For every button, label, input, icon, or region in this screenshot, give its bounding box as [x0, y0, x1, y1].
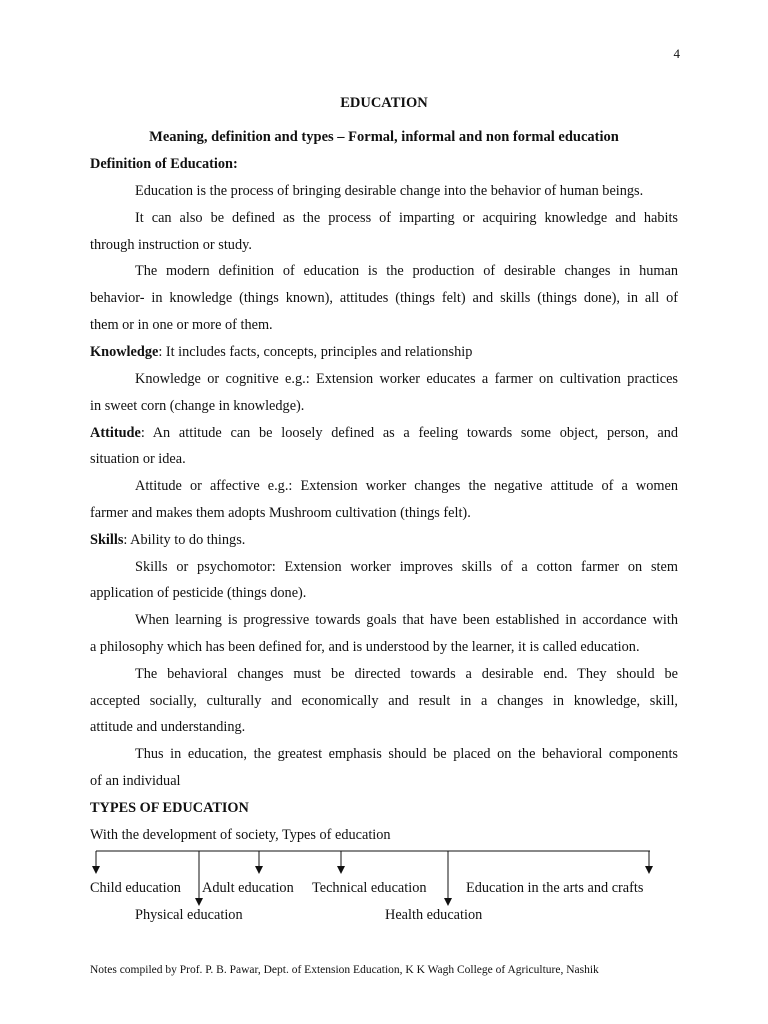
paragraph-5-line-3: attitude and understanding.: [90, 719, 246, 735]
paragraph-3-line-1: The modern definition of education is the production of desirable changes in human: [135, 263, 678, 279]
type-technical-education: Technical education: [312, 880, 427, 896]
paragraph-4-line-2: a philosophy which has been defined for, and is understood by the learner, it is called education.: [90, 639, 640, 655]
skills-example-line-2: application of pesticide (things done).: [90, 585, 307, 601]
page-title: EDUCATION: [340, 95, 428, 111]
type-child-education: Child education: [90, 880, 181, 896]
paragraph-5-line-1: The behavioral changes must be directed towards a desirable end. They should be: [135, 666, 678, 682]
attitude-example-line-2: farmer and makes them adopts Mushroom cultivation (things felt).: [90, 505, 471, 521]
paragraph-3-line-3: them or in one or more of them.: [90, 317, 273, 333]
paragraph-6-line-1: Thus in education, the greatest emphasis should be placed on the behavioral components: [135, 746, 678, 762]
knowledge-example-line-1: Knowledge or cognitive e.g.: Extension worker educates a farmer on cultivation practices: [135, 371, 678, 387]
paragraph-6-line-2: of an individual: [90, 773, 181, 789]
paragraph-2-line-1: It can also be defined as the process of imparting or acquiring knowledge and habits: [135, 210, 678, 226]
paragraph-5-line-2: accepted socially, culturally and economically and result in a changes in knowledge, skill,: [90, 693, 678, 709]
types-heading: TYPES OF EDUCATION: [90, 800, 249, 816]
knowledge-definition-text: : It includes facts, concepts, principles and relationship: [158, 344, 473, 360]
page-subtitle: Meaning, definition and types – Formal, informal and non formal education: [149, 129, 619, 145]
definition-heading: Definition of Education:: [90, 156, 238, 172]
skills-term: Skills: [90, 532, 124, 548]
footer-note: Notes compiled by Prof. P. B. Pawar, Dept. of Extension Education, K K Wagh College of Agriculture, Nashik: [90, 964, 599, 976]
skills-example-line-1: Skills or psychomotor: Extension worker improves skills of a cotton farmer on stem: [135, 559, 678, 575]
paragraph-3-line-2: behavior- in knowledge (things known), attitudes (things felt) and skills (things done), in all of: [90, 290, 678, 306]
knowledge-example-line-2: in sweet corn (change in knowledge).: [90, 398, 305, 414]
knowledge-term: Knowledge: [90, 344, 159, 360]
type-physical-education: Physical education: [135, 907, 243, 923]
attitude-term: Attitude: [90, 425, 141, 441]
type-adult-education: Adult education: [202, 880, 294, 896]
attitude-definition-line-2: situation or idea.: [90, 451, 186, 467]
paragraph-4-line-1: When learning is progressive towards goals that have been established in accordance with: [135, 612, 678, 628]
attitude-definition-text: : An attitude can be loosely defined as a feeling towards some object, person, and: [140, 425, 678, 441]
type-health-education: Health education: [385, 907, 483, 923]
types-intro: With the development of society, Types of education: [90, 827, 391, 843]
paragraph-2-line-2: through instruction or study.: [90, 237, 252, 253]
skills-definition-text: : Ability to do things.: [123, 532, 246, 548]
page-number: 4: [673, 46, 680, 61]
attitude-example-line-1: Attitude or affective e.g.: Extension worker changes the negative attitude of a women: [135, 478, 678, 494]
type-arts-crafts-education: Education in the arts and crafts: [466, 880, 644, 896]
paragraph-1: Education is the process of bringing desirable change into the behavior of human beings.: [135, 183, 644, 199]
